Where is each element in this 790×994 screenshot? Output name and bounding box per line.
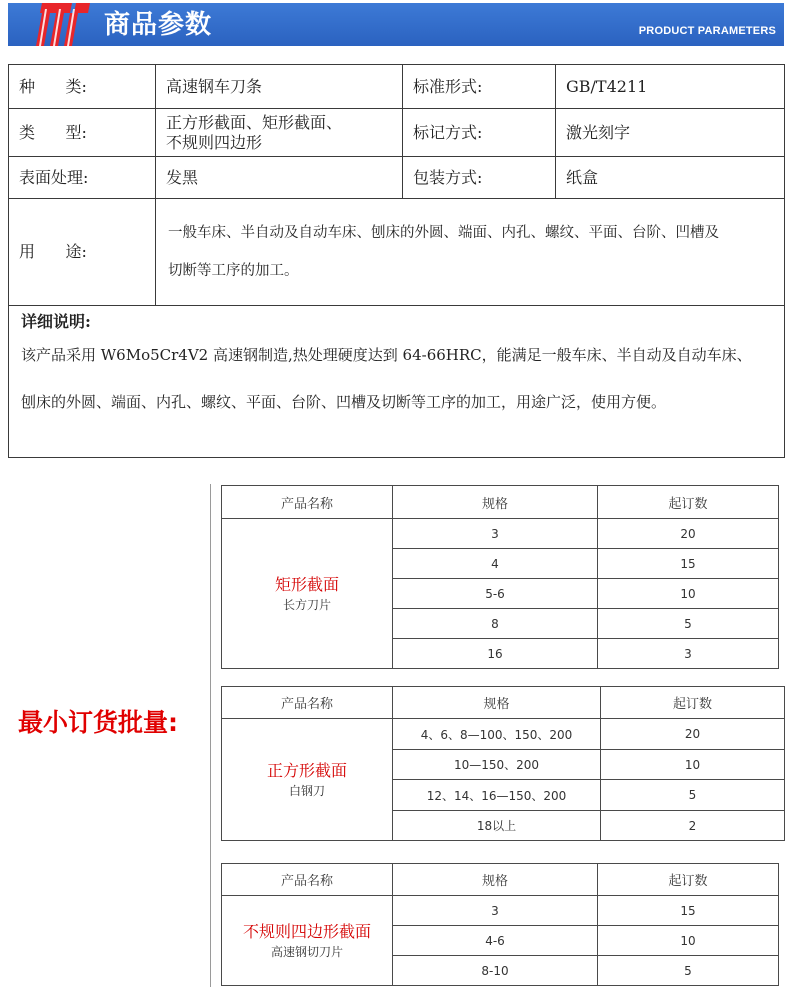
detail-text xyxy=(21,332,772,426)
standard-label: 标准形式: xyxy=(403,65,556,109)
min-order-table-square xyxy=(221,686,785,841)
product-name-cell xyxy=(222,896,393,986)
pack-value: 纸盒 xyxy=(556,157,785,199)
pack-label: 包装方式: xyxy=(403,157,556,199)
type-label: 类 型: xyxy=(9,109,156,157)
min-order-table-irregular xyxy=(221,863,779,986)
kind-value: 高速钢车刀条 xyxy=(156,65,403,109)
detail-title: 详细说明: xyxy=(21,312,91,331)
brand-logo-icon xyxy=(30,3,90,46)
usage-value xyxy=(156,199,785,306)
section-subtitle: PRODUCT PARAMETERS xyxy=(638,25,776,37)
spec-cell: 8-10 xyxy=(393,956,598,986)
product-name-sub: 高速钢切刀片 xyxy=(270,944,343,959)
detail-line1: 该产品采用 W6Mo5Cr4V2 高速钢制造,热处理硬度达到 64-66HRC，能满足一般车床、半自动及自动车床、 xyxy=(21,346,752,364)
spec-cell: 16 xyxy=(393,639,598,669)
product-name-sub: 长方刀片 xyxy=(282,597,331,612)
qty-cell: 10 xyxy=(598,579,779,609)
qty-cell: 20 xyxy=(601,719,785,750)
product-parameter-table xyxy=(8,64,785,458)
surface-label: 表面处理: xyxy=(9,157,156,199)
qty-cell: 5 xyxy=(598,609,779,639)
section-divider xyxy=(210,484,211,987)
table-row xyxy=(222,519,779,549)
qty-cell: 15 xyxy=(598,549,779,579)
table-row xyxy=(222,719,785,750)
surface-value: 发黑 xyxy=(156,157,403,199)
kind-label: 种 类: xyxy=(9,65,156,109)
qty-cell: 20 xyxy=(598,519,779,549)
detail-line2: 刨床的外圆、端面、内孔、螺纹、平面、台阶、凹槽及切断等工序的加工，用途广泛，使用方便。 xyxy=(21,393,667,411)
usage-line1: 一般车床、半自动及自动车床、刨床的外圆、端面、内孔、螺纹、平面、台阶、凹槽及 xyxy=(168,225,719,241)
qty-cell: 15 xyxy=(598,896,779,926)
header-min-qty: 起订数 xyxy=(601,687,785,719)
product-name-red: 正方形截面 xyxy=(266,760,347,780)
param-row xyxy=(9,65,785,109)
usage-line2: 切断等工序的加工。 xyxy=(168,263,299,279)
usage-label: 用 途: xyxy=(9,199,156,306)
detail-row xyxy=(9,306,785,458)
type-value xyxy=(156,109,403,157)
type-value-line1: 正方形截面、矩形截面、 xyxy=(166,112,343,132)
header-product-name: 产品名称 xyxy=(222,486,393,519)
table-row xyxy=(222,896,779,926)
spec-cell: 4-6 xyxy=(393,926,598,956)
product-name-red: 不规则四边形截面 xyxy=(242,921,371,941)
spec-cell: 4、6、8—100、150、200 xyxy=(393,719,601,750)
table-header-row xyxy=(222,687,785,719)
spec-cell: 4 xyxy=(393,549,598,579)
header-spec: 规格 xyxy=(393,486,598,519)
header-banner xyxy=(8,3,784,46)
product-name-red: 矩形截面 xyxy=(274,574,339,594)
qty-cell: 3 xyxy=(598,639,779,669)
qty-cell: 2 xyxy=(601,811,785,841)
qty-cell: 5 xyxy=(598,956,779,986)
header-min-qty: 起订数 xyxy=(598,486,779,519)
spec-cell: 12、14、16—150、200 xyxy=(393,780,601,811)
param-row xyxy=(9,157,785,199)
param-row xyxy=(9,109,785,157)
product-name-cell xyxy=(222,719,393,841)
mark-value: 激光刻字 xyxy=(556,109,785,157)
table-header-row xyxy=(222,486,779,519)
param-row xyxy=(9,199,785,306)
qty-cell: 10 xyxy=(601,750,785,780)
header-product-name: 产品名称 xyxy=(222,687,393,719)
header-min-qty: 起订数 xyxy=(598,864,779,896)
spec-cell: 10—150、200 xyxy=(393,750,601,780)
header-product-name: 产品名称 xyxy=(222,864,393,896)
spec-cell: 8 xyxy=(393,609,598,639)
section-title: 商品参数 xyxy=(104,10,213,40)
type-value-line2: 不规则四边形 xyxy=(166,132,263,152)
qty-cell: 10 xyxy=(598,926,779,956)
header-spec: 规格 xyxy=(393,687,601,719)
spec-cell: 5-6 xyxy=(393,579,598,609)
spec-cell: 3 xyxy=(393,896,598,926)
qty-cell: 5 xyxy=(601,780,785,811)
spec-cell: 3 xyxy=(393,519,598,549)
product-name-cell xyxy=(222,519,393,669)
mark-label: 标记方式: xyxy=(403,109,556,157)
standard-value: GB/T4211 xyxy=(556,65,785,109)
spec-cell: 18以上 xyxy=(393,811,601,841)
product-name-sub: 白钢刀 xyxy=(288,783,325,798)
header-spec: 规格 xyxy=(393,864,598,896)
detail-cell xyxy=(9,306,785,458)
min-order-title: 最小订货批量: xyxy=(18,708,178,737)
table-header-row xyxy=(222,864,779,896)
min-order-table-rectangular xyxy=(221,485,779,669)
